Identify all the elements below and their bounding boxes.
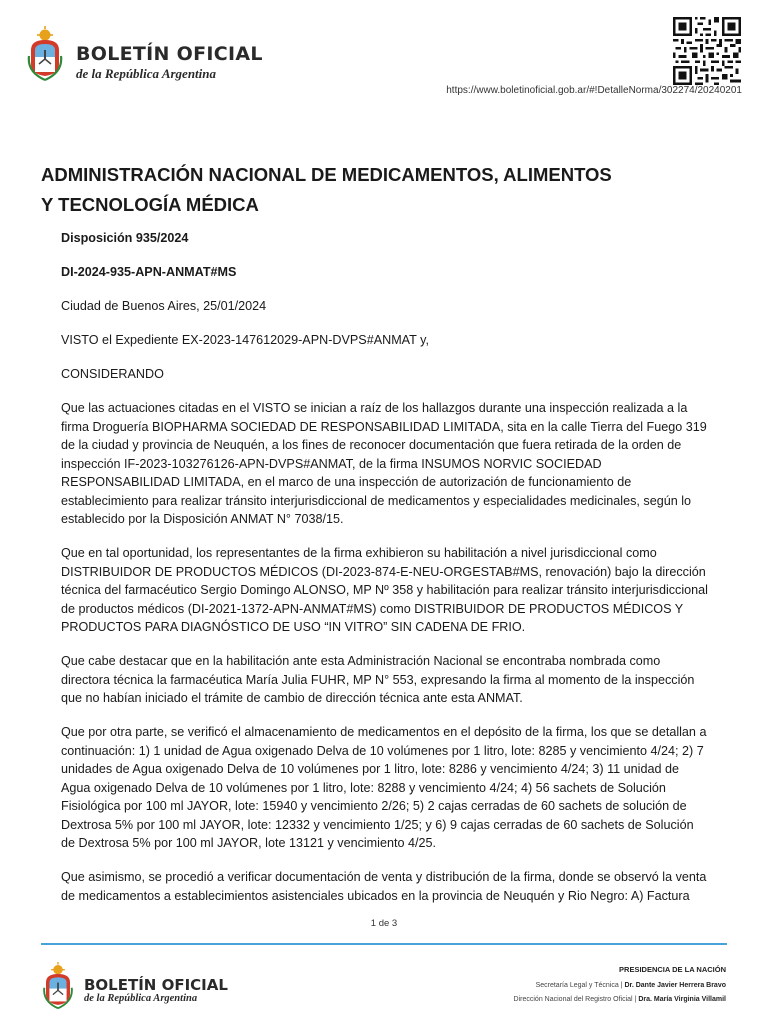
secretaria-credit: Secretaría Legal y Técnica | Dr. Dante Javier Herrera Bravo xyxy=(535,982,726,989)
footer-divider xyxy=(41,943,727,945)
paragraph xyxy=(61,544,711,637)
paragraph-line: continuación: 1) 1 unidad de Agua oxigenado Delva de 10 volúmenes por 1 litro, lote: 8285 y vencimiento 4/24; 2) 7 xyxy=(61,743,704,758)
paragraph-line: Dextrosa 5% por 100 ml JAYOR, lote: 12332 y vencimiento 1/25; y 6) 9 cajas cerradas de 60 sachets de Solución xyxy=(61,817,694,832)
paragraph-line: de productos médicos (DI-2021-1372-APN-ANMAT#MS) como DISTRIBUIDOR DE PRODUCTOS MÉDICOS Y xyxy=(61,601,684,616)
title-line: ADMINISTRACIÓN NACIONAL DE MEDICAMENTOS, ALIMENTOS xyxy=(41,164,612,185)
direccion-credit: Dirección Nacional del Registro Oficial | Dra. María Virginia Villamil xyxy=(513,996,726,1003)
paragraph-line: unidades de Agua oxigenado Delva de 10 volúmenes por 1 litro, lote: 8286 y vencimiento 4/24; 3) 11 unidad de xyxy=(61,762,679,776)
paragraph-line: Agua oxigenado Delva de 10 volúmenes por 1 litro, lote: 8288 y vencimiento 4/24; 4) 56 sachets de Solución xyxy=(61,780,666,795)
qr-code-icon xyxy=(673,17,741,85)
paragraph xyxy=(61,868,711,905)
brand-title: BOLETÍN OFICIAL xyxy=(76,43,263,65)
paragraph xyxy=(61,723,711,853)
visto-paragraph: VISTO el Expediente EX-2023-147612029-APN-DVPS#ANMAT y, xyxy=(61,333,429,347)
paragraph-line: Fisiológica por 100 ml JAYOR, lote: 15940 y vencimiento 2/26; 5) 2 cajas cerradas de 60 sachets de solución de xyxy=(61,799,687,813)
paragraph-line: Que cabe destacar que en la habilitación ante esta Administración Nacional se encontraba nombrada como xyxy=(61,654,661,668)
paragraph-line: de medicamentos a establecimientos asistenciales ubicados en la provincia de Neuquén y Rio Negro: A) Factura xyxy=(61,888,690,903)
paragraph-line: de la ciudad y provincia de Neuquén, a los fines de reconocer documentación que fuera retirada de la orden de xyxy=(61,438,682,452)
document-url[interactable]: https://www.boletinoficial.gob.ar/#!DetalleNorma/302274/20240201 xyxy=(446,85,742,96)
paragraph-line: directora técnica la farmacéutica María Julia FUHR, MP N° 553, expresando la firma al momento de la inspección xyxy=(61,672,695,687)
direccion-label: Dirección Nacional del Registro Oficial xyxy=(513,996,633,1003)
argentina-coat-of-arms-icon xyxy=(27,26,63,82)
paragraph-line: de Dextrosa 5% por 100 ml JAYOR, lote 13121 y vencimiento 4/25. xyxy=(61,836,436,850)
city-date: Ciudad de Buenos Aires, 25/01/2024 xyxy=(61,299,267,313)
paragraph-line: establecido por la Disposición ANMAT N° 7038/15. xyxy=(61,512,344,526)
presidencia-label: PRESIDENCIA DE LA NACIÓN xyxy=(619,965,726,974)
secretaria-label: Secretaría Legal y Técnica xyxy=(535,982,619,989)
document-body xyxy=(61,229,711,921)
paragraph-line: RESPONSABILIDAD LIMITADA, en el marco de una inspección de autorización de funcionamiento de xyxy=(61,475,632,489)
paragraph-line: firma Droguería BIOPHARMA SOCIEDAD DE RESPONSABILIDAD LIMITADA, sita en la calle Tierra del Fuego 319 xyxy=(61,419,707,434)
paragraph xyxy=(61,399,711,529)
footer-brand-subtitle: de la República Argentina xyxy=(84,993,198,1004)
secretaria-name: Dr. Dante Javier Herrera Bravo xyxy=(624,982,726,989)
disposicion-number: Disposición 935/2024 xyxy=(61,231,189,245)
paragraph-line: Que en tal oportunidad, los representantes de la firma exhibieron su habilitación a nivel jurisdiccional como xyxy=(61,546,657,560)
paragraph-line: que no habían iniciado el trámite de cambio de dirección técnica ante esta ANMAT. xyxy=(61,691,523,705)
argentina-coat-of-arms-icon xyxy=(42,962,74,1010)
considerando-heading: CONSIDERANDO xyxy=(61,367,164,381)
footer-brand-title: BOLETÍN OFICIAL xyxy=(84,976,228,994)
paragraph xyxy=(61,652,711,708)
paragraph-line: PRODUCTOS PARA DIAGNÓSTICO DE USO “IN VITRO” SIN CADENA DE FRIO. xyxy=(61,620,526,634)
page-number: 1 de 3 xyxy=(370,918,398,929)
paragraph-line: Que por otra parte, se verificó el almacenamiento de medicamentos en el depósito de la firma, los que se detallan a xyxy=(61,725,707,739)
paragraph-line: Que las actuaciones citadas en el VISTO se inician a raíz de los hallazgos durante una inspección realizada a la xyxy=(61,401,688,415)
page-title xyxy=(41,160,681,220)
paragraph-line: establecimiento para realizar tránsito interjurisdiccional de medicamentos y especialidades medicinales, según lo xyxy=(61,493,692,508)
paragraph-line: inspección IF-2023-103276126-APN-DVPS#ANMAT, de la firma INSUMOS NORVIC SOCIEDAD xyxy=(61,456,602,471)
brand-subtitle: de la República Argentina xyxy=(76,66,216,81)
paragraph-line: Que asimismo, se procedió a verificar documentación de venta y distribución de la firma, donde se observó la venta xyxy=(61,870,707,884)
direccion-name: Dra. María Virginia Villamil xyxy=(638,996,726,1003)
paragraph-line: DISTRIBUIDOR DE PRODUCTOS MÉDICOS (DI-2023-874-E-NEU-ORGESTAB#MS, renovación) bajo la dirección xyxy=(61,564,706,579)
document-code: DI-2024-935-APN-ANMAT#MS xyxy=(61,265,237,279)
paragraph-line: técnica del farmacéutico Sergio Domingo ALONSO, MP Nº 358 y habilitación para realizar tránsito interjurisdiccional xyxy=(61,583,708,597)
title-line: Y TECNOLOGÍA MÉDICA xyxy=(41,194,259,215)
